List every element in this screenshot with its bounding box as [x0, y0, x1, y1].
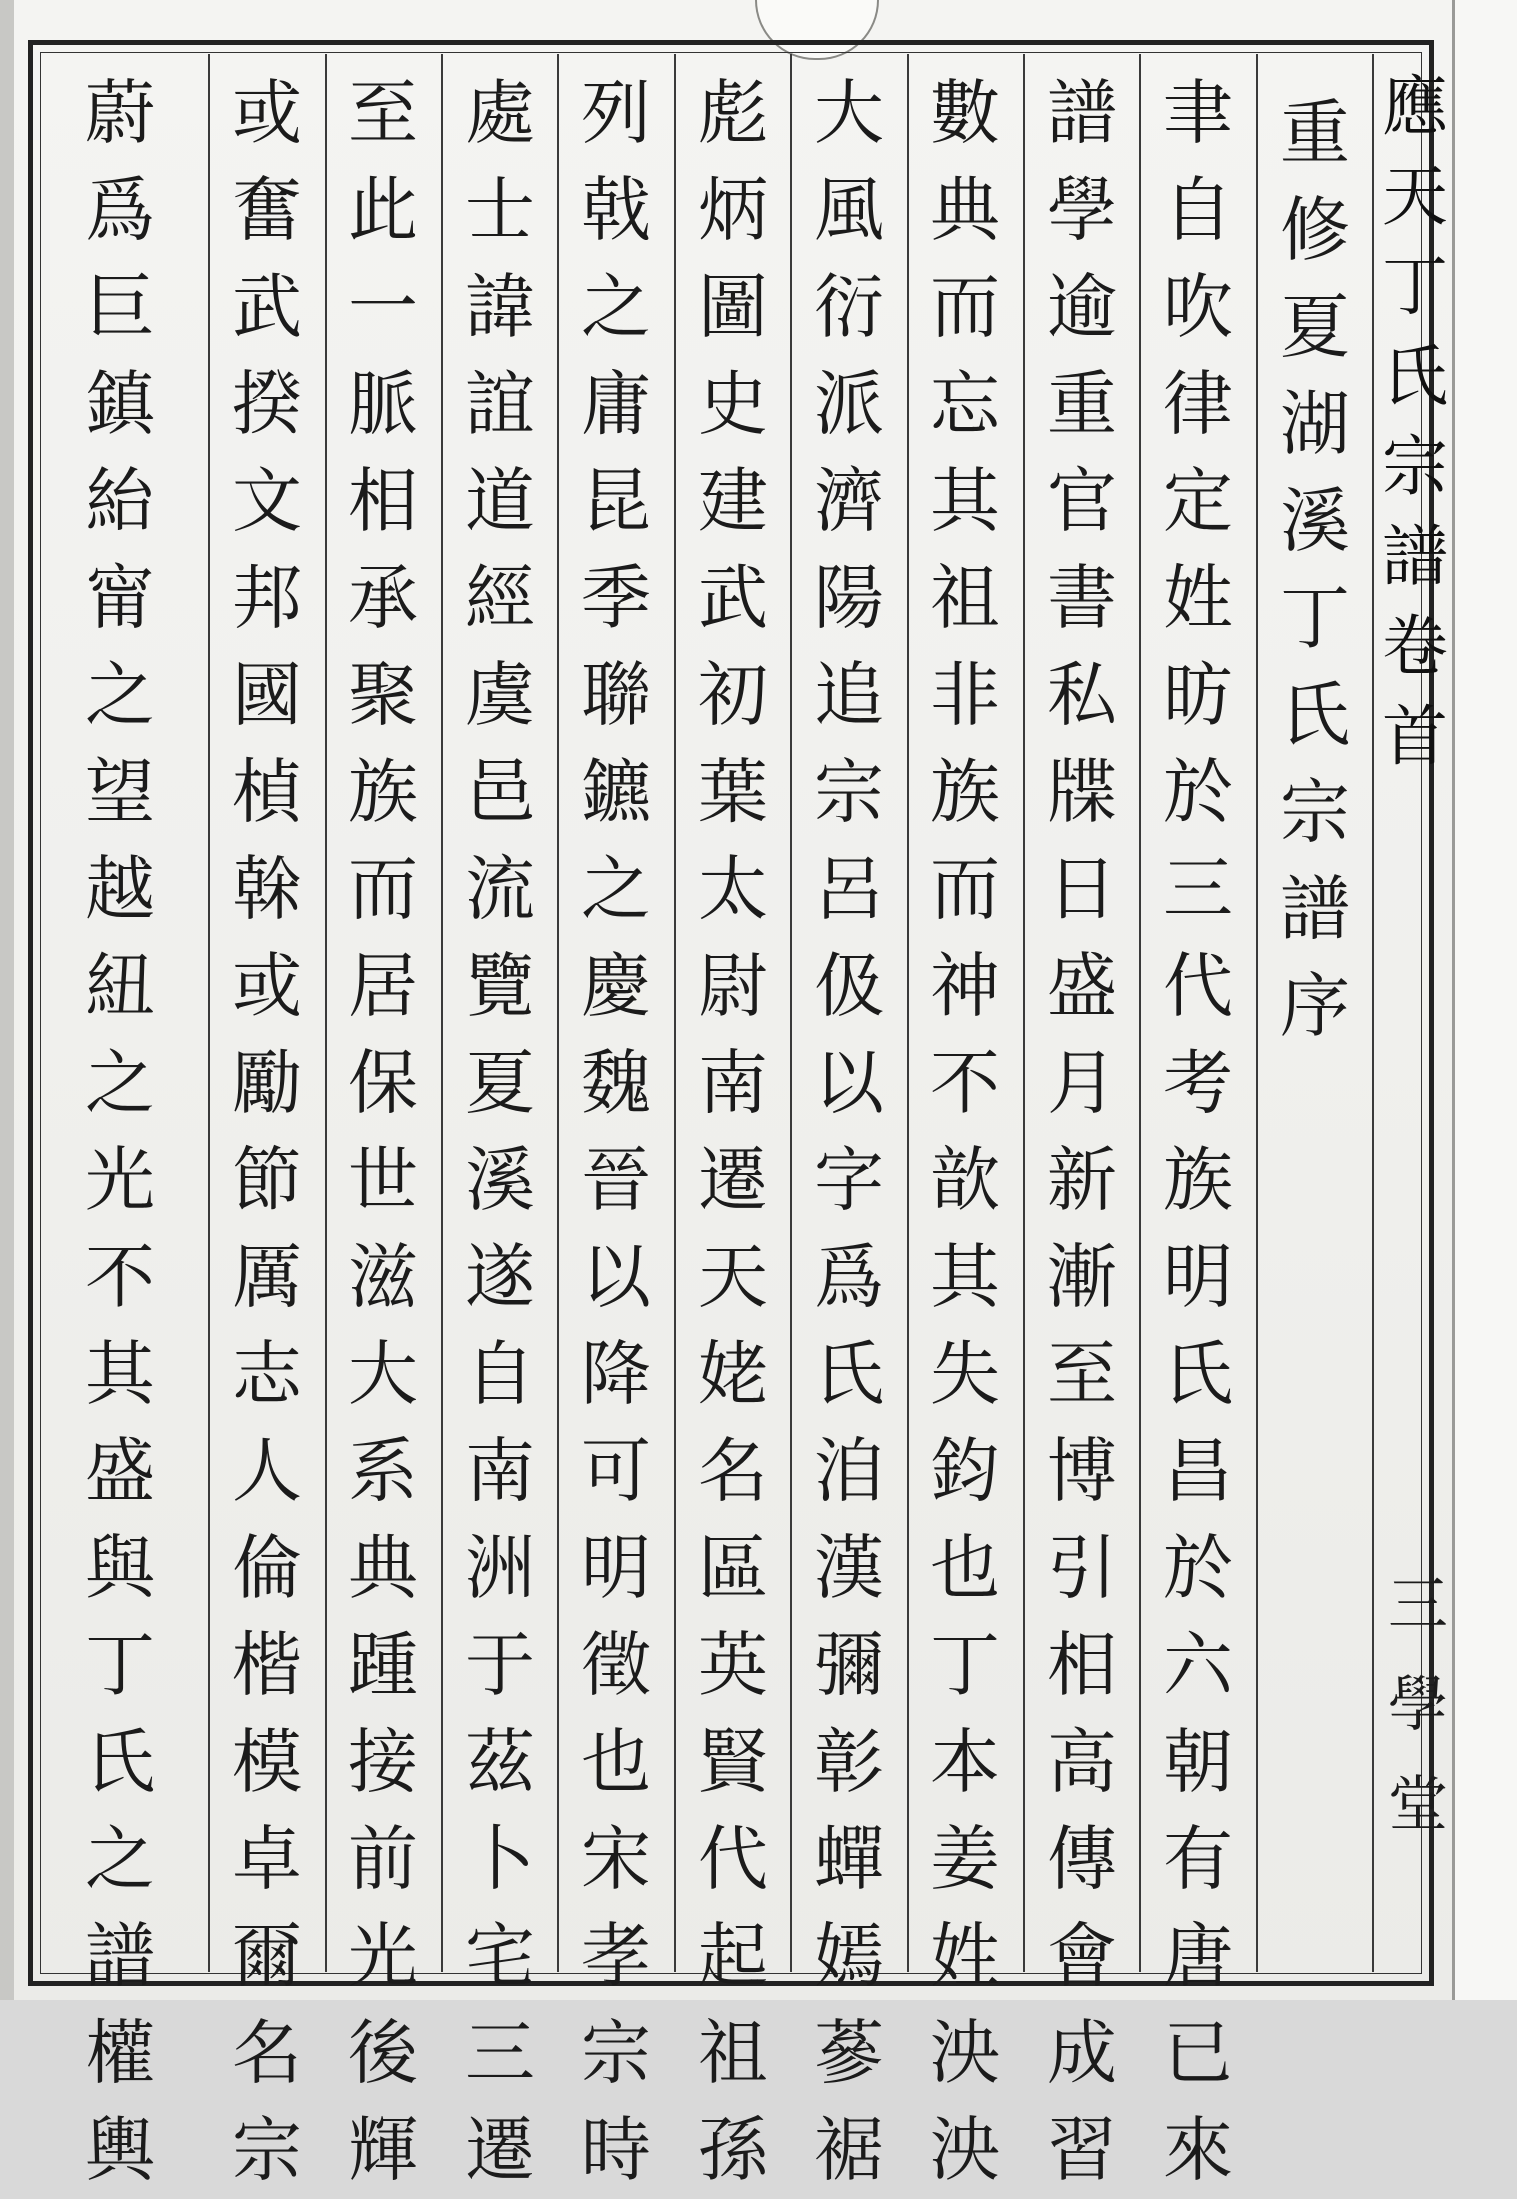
glyph: 三: [465, 2012, 535, 2094]
glyph: 宗: [232, 2109, 302, 2191]
glyph: 邦: [232, 557, 302, 639]
column-rule: [208, 54, 210, 1972]
glyph: 徵: [581, 1624, 651, 1706]
column-rule: [790, 54, 792, 1972]
glyph: 模: [232, 1721, 302, 1803]
glyph: 六: [1163, 1624, 1233, 1706]
text-column: [80, 65, 160, 2199]
glyph: 以: [581, 1236, 651, 1318]
glyph: 姜: [930, 1818, 1000, 1900]
glyph: 譜: [1280, 868, 1350, 950]
glyph: 譜: [1382, 518, 1448, 595]
glyph: 代: [1163, 945, 1233, 1027]
glyph: 而: [930, 848, 1000, 930]
glyph: 月: [1047, 1042, 1117, 1124]
glyph: 於: [1163, 1527, 1233, 1609]
glyph: 滋: [348, 1236, 418, 1318]
glyph: 以: [814, 1042, 884, 1124]
glyph: 丁: [930, 1624, 1000, 1706]
margin-editor: [1388, 1555, 1448, 1855]
column-rule: [907, 54, 909, 1972]
glyph: 不: [85, 1236, 155, 1318]
glyph: 系: [348, 1430, 418, 1512]
column-rule: [325, 54, 327, 1972]
glyph: 而: [930, 266, 1000, 348]
glyph: 陽: [814, 557, 884, 639]
glyph: 博: [1047, 1430, 1117, 1512]
glyph: 晉: [581, 1139, 651, 1221]
glyph: 蔚: [85, 72, 155, 154]
glyph: 牒: [1047, 751, 1117, 833]
glyph: 族: [1163, 1139, 1233, 1221]
glyph: 尉: [698, 945, 768, 1027]
glyph: 國: [232, 654, 302, 736]
glyph: 戟: [581, 169, 651, 251]
glyph: 或: [232, 72, 302, 154]
glyph: 濟: [814, 460, 884, 542]
glyph: 南: [698, 1042, 768, 1124]
glyph: 其: [930, 1236, 1000, 1318]
glyph: 私: [1047, 654, 1117, 736]
glyph: 重: [1047, 363, 1117, 445]
column-rule: [1256, 54, 1258, 1972]
text-line: [925, 65, 1005, 2199]
glyph: 失: [930, 1333, 1000, 1415]
glyph: 光: [85, 1139, 155, 1221]
glyph: 自: [465, 1333, 535, 1415]
text-column: [343, 65, 423, 2199]
glyph: 誼: [465, 363, 535, 445]
glyph: 區: [698, 1527, 768, 1609]
glyph: 至: [1047, 1333, 1117, 1415]
glyph: 也: [930, 1527, 1000, 1609]
glyph: 輝: [348, 2109, 418, 2191]
glyph: 三: [1163, 848, 1233, 930]
glyph: 非: [930, 654, 1000, 736]
text-line: [1042, 65, 1122, 2199]
glyph: 遷: [465, 2109, 535, 2191]
glyph: 踵: [348, 1624, 418, 1706]
glyph: 孝: [581, 1915, 651, 1997]
glyph: 之: [581, 848, 651, 930]
glyph: 氏: [1382, 338, 1448, 415]
glyph: 洲: [465, 1527, 535, 1609]
margin-title: [1380, 62, 1450, 782]
glyph: 明: [581, 1527, 651, 1609]
glyph: 宗: [814, 751, 884, 833]
glyph: 神: [930, 945, 1000, 1027]
glyph: 世: [348, 1139, 418, 1221]
glyph: 奮: [232, 169, 302, 251]
glyph: 傳: [1047, 1818, 1117, 1900]
text-line: [343, 65, 423, 2199]
glyph: 初: [698, 654, 768, 736]
glyph: 考: [1163, 1042, 1233, 1124]
glyph: 與: [85, 1527, 155, 1609]
glyph: 唐: [1163, 1915, 1233, 1997]
margin-volume-text: [1381, 602, 1449, 782]
glyph: 勵: [232, 1042, 302, 1124]
preface-title: [1275, 85, 1355, 1055]
glyph: 相: [1047, 1624, 1117, 1706]
glyph: 宗: [1280, 771, 1350, 853]
glyph: 堂: [1388, 1770, 1448, 1840]
glyph: 譜: [1047, 72, 1117, 154]
glyph: 虞: [465, 654, 535, 736]
glyph: 卓: [232, 1818, 302, 1900]
column-rule: [1372, 54, 1374, 1972]
glyph: 泱: [930, 2012, 1000, 2094]
glyph: 流: [465, 848, 535, 930]
glyph: 邑: [465, 751, 535, 833]
glyph: 武: [232, 266, 302, 348]
glyph: 姓: [930, 1915, 1000, 1997]
glyph: 風: [814, 169, 884, 251]
glyph: 遂: [465, 1236, 535, 1318]
glyph: 學: [1047, 169, 1117, 251]
text-line: [809, 65, 889, 2199]
glyph: 典: [930, 169, 1000, 251]
glyph: 會: [1047, 1915, 1117, 1997]
text-column-title: [1275, 85, 1355, 1055]
glyph: 書: [1047, 557, 1117, 639]
glyph: 宅: [465, 1915, 535, 1997]
glyph: 而: [348, 848, 418, 930]
text-line: [1158, 65, 1238, 2199]
glyph: 習: [1047, 2109, 1117, 2191]
glyph: 也: [581, 1721, 651, 1803]
glyph: 光: [348, 1915, 418, 1997]
text-column: [460, 65, 540, 2199]
glyph: 經: [465, 557, 535, 639]
glyph: 葉: [698, 751, 768, 833]
page-binding-edge: [0, 0, 14, 2000]
glyph: 爾: [232, 1915, 302, 1997]
glyph: 聿: [1163, 72, 1233, 154]
glyph: 典: [348, 1527, 418, 1609]
glyph: 起: [698, 1915, 768, 1997]
glyph: 重: [1280, 92, 1350, 174]
glyph: 楨: [232, 751, 302, 833]
glyph: 魏: [581, 1042, 651, 1124]
glyph: 氏: [1163, 1333, 1233, 1415]
glyph: 追: [814, 654, 884, 736]
glyph: 志: [232, 1333, 302, 1415]
text-column: [227, 65, 307, 2199]
glyph: 鈞: [930, 1430, 1000, 1512]
glyph: 居: [348, 945, 418, 1027]
glyph: 降: [581, 1333, 651, 1415]
glyph: 序: [1280, 965, 1350, 1047]
glyph: 名: [232, 2012, 302, 2094]
glyph: 律: [1163, 363, 1233, 445]
glyph: 定: [1163, 460, 1233, 542]
glyph: 有: [1163, 1818, 1233, 1900]
glyph: 時: [581, 2109, 651, 2191]
glyph: 衍: [814, 266, 884, 348]
glyph: 榦: [232, 848, 302, 930]
glyph: 蔘: [814, 2012, 884, 2094]
glyph: 彪: [698, 72, 768, 154]
glyph: 甯: [85, 557, 155, 639]
glyph: 修: [1280, 189, 1350, 271]
glyph: 泱: [930, 2109, 1000, 2191]
glyph: 炳: [698, 169, 768, 251]
glyph: 昉: [1163, 654, 1233, 736]
glyph: 武: [698, 557, 768, 639]
glyph: 庸: [581, 363, 651, 445]
column-rule: [674, 54, 676, 1972]
glyph: 遷: [698, 1139, 768, 1221]
glyph: 脈: [348, 363, 418, 445]
glyph: 接: [348, 1721, 418, 1803]
glyph: 宋: [581, 1818, 651, 1900]
glyph: 季: [581, 557, 651, 639]
glyph: 爲: [814, 1236, 884, 1318]
glyph: 之: [85, 654, 155, 736]
glyph: 數: [930, 72, 1000, 154]
glyph: 相: [348, 460, 418, 542]
glyph: 自: [1163, 169, 1233, 251]
glyph: 後: [348, 2012, 418, 2094]
glyph: 南: [465, 1430, 535, 1512]
adjacent-page-edge: [1452, 0, 1517, 2000]
column-rule: [441, 54, 443, 1972]
glyph: 大: [348, 1333, 418, 1415]
text-line: [693, 65, 773, 2199]
glyph: 其: [85, 1333, 155, 1415]
column-rule: [557, 54, 559, 1972]
glyph: 官: [1047, 460, 1117, 542]
glyph: 聯: [581, 654, 651, 736]
glyph: 丁: [1382, 248, 1448, 325]
glyph: 承: [348, 557, 418, 639]
glyph: 越: [85, 848, 155, 930]
margin-editor-text: [1388, 1555, 1448, 1855]
glyph: 太: [698, 848, 768, 930]
glyph: 巨: [85, 266, 155, 348]
glyph: 嫣: [814, 1915, 884, 1997]
glyph: 應: [1382, 68, 1448, 145]
glyph: 諱: [465, 266, 535, 348]
glyph: 族: [930, 751, 1000, 833]
glyph: 節: [232, 1139, 302, 1221]
glyph: 逾: [1047, 266, 1117, 348]
glyph: 洎: [814, 1430, 884, 1512]
text-column: [693, 65, 773, 2199]
text-line: [460, 65, 540, 2199]
glyph: 來: [1163, 2109, 1233, 2191]
glyph: 學: [1388, 1670, 1448, 1740]
glyph: 首: [1382, 698, 1448, 775]
glyph: 三: [1388, 1570, 1448, 1640]
glyph: 望: [85, 751, 155, 833]
glyph: 湖: [1280, 383, 1350, 465]
glyph: 紿: [85, 460, 155, 542]
text-column: [1158, 65, 1238, 2199]
glyph: 不: [930, 1042, 1000, 1124]
glyph: 呂: [814, 848, 884, 930]
glyph: 宗: [1382, 428, 1448, 505]
glyph: 氏: [85, 1721, 155, 1803]
glyph: 于: [465, 1624, 535, 1706]
glyph: 溪: [1280, 480, 1350, 562]
text-line: [80, 65, 160, 2199]
text-column: [576, 65, 656, 2199]
glyph: 鑣: [581, 751, 651, 833]
glyph: 爲: [85, 169, 155, 251]
glyph: 祖: [930, 557, 1000, 639]
glyph: 茲: [465, 1721, 535, 1803]
glyph: 伋: [814, 945, 884, 1027]
text-column: [809, 65, 889, 2199]
glyph: 紐: [85, 945, 155, 1027]
glyph: 吹: [1163, 266, 1233, 348]
glyph: 建: [698, 460, 768, 542]
glyph: 倫: [232, 1527, 302, 1609]
glyph: 氏: [1280, 674, 1350, 756]
glyph: 溪: [465, 1139, 535, 1221]
glyph: 文: [232, 460, 302, 542]
glyph: 裾: [814, 2109, 884, 2191]
glyph: 處: [465, 72, 535, 154]
glyph: 日: [1047, 848, 1117, 930]
column-rule: [1139, 54, 1141, 1972]
glyph: 昌: [1163, 1430, 1233, 1512]
glyph: 卜: [465, 1818, 535, 1900]
glyph: 士: [465, 169, 535, 251]
glyph: 賢: [698, 1721, 768, 1803]
glyph: 成: [1047, 2012, 1117, 2094]
glyph: 輿: [85, 2109, 155, 2191]
glyph: 史: [698, 363, 768, 445]
glyph: 姓: [1163, 557, 1233, 639]
glyph: 盛: [85, 1430, 155, 1512]
glyph: 揆: [232, 363, 302, 445]
glyph: 氏: [814, 1333, 884, 1415]
glyph: 圖: [698, 266, 768, 348]
margin-title-text: [1381, 62, 1449, 602]
glyph: 天: [1382, 158, 1448, 235]
glyph: 之: [581, 266, 651, 348]
glyph: 漢: [814, 1527, 884, 1609]
glyph: 昆: [581, 460, 651, 542]
glyph: 覽: [465, 945, 535, 1027]
glyph: 字: [814, 1139, 884, 1221]
glyph: 代: [698, 1818, 768, 1900]
glyph: 祖: [698, 2012, 768, 2094]
glyph: 漸: [1047, 1236, 1117, 1318]
glyph: 新: [1047, 1139, 1117, 1221]
glyph: 名: [698, 1430, 768, 1512]
glyph: 姥: [698, 1333, 768, 1415]
glyph: 丁: [85, 1624, 155, 1706]
glyph: 朝: [1163, 1721, 1233, 1803]
glyph: 忘: [930, 363, 1000, 445]
glyph: 之: [85, 1818, 155, 1900]
glyph: 前: [348, 1818, 418, 1900]
glyph: 於: [1163, 751, 1233, 833]
glyph: 蟬: [814, 1818, 884, 1900]
glyph: 孫: [698, 2109, 768, 2191]
glyph: 之: [85, 1042, 155, 1124]
glyph: 歆: [930, 1139, 1000, 1221]
glyph: 派: [814, 363, 884, 445]
glyph: 本: [930, 1721, 1000, 1803]
glyph: 天: [698, 1236, 768, 1318]
glyph: 族: [348, 751, 418, 833]
glyph: 已: [1163, 2012, 1233, 2094]
glyph: 卷: [1382, 608, 1448, 685]
glyph: 或: [232, 945, 302, 1027]
glyph: 厲: [232, 1236, 302, 1318]
glyph: 至: [348, 72, 418, 154]
glyph: 楷: [232, 1624, 302, 1706]
glyph: 譜: [85, 1915, 155, 1997]
text-column: [925, 65, 1005, 2199]
glyph: 盛: [1047, 945, 1117, 1027]
glyph: 高: [1047, 1721, 1117, 1803]
glyph: 一: [348, 266, 418, 348]
glyph: 彰: [814, 1721, 884, 1803]
glyph: 大: [814, 72, 884, 154]
glyph: 保: [348, 1042, 418, 1124]
glyph: 慶: [581, 945, 651, 1027]
glyph: 人: [232, 1430, 302, 1512]
glyph: 其: [930, 460, 1000, 542]
glyph: 英: [698, 1624, 768, 1706]
glyph: 丁: [1280, 577, 1350, 659]
glyph: 宗: [581, 2012, 651, 2094]
glyph: 權: [85, 2012, 155, 2094]
glyph: 此: [348, 169, 418, 251]
glyph: 道: [465, 460, 535, 542]
glyph: 彌: [814, 1624, 884, 1706]
glyph: 夏: [465, 1042, 535, 1124]
glyph: 列: [581, 72, 651, 154]
glyph: 引: [1047, 1527, 1117, 1609]
text-line: [227, 65, 307, 2199]
glyph: 鎮: [85, 363, 155, 445]
column-rule: [1023, 54, 1025, 1972]
glyph: 可: [581, 1430, 651, 1512]
glyph: 夏: [1280, 286, 1350, 368]
glyph: 明: [1163, 1236, 1233, 1318]
text-column: [1042, 65, 1122, 2199]
glyph: 聚: [348, 654, 418, 736]
text-line: [576, 65, 656, 2199]
